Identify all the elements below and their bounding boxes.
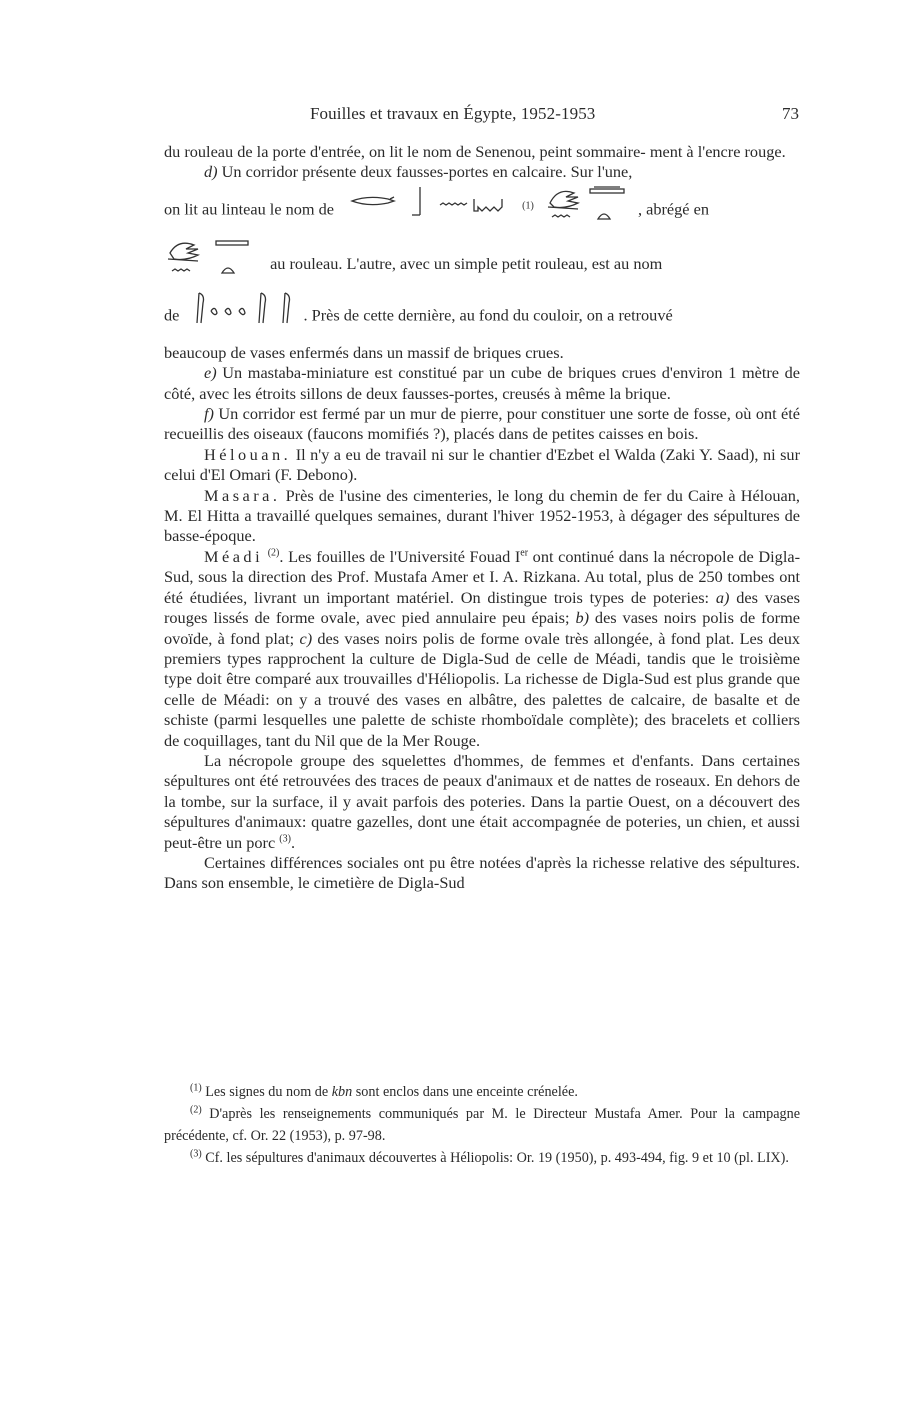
paragraph-line: du rouleau de la porte d'entrée, on lit le nom de Senenou, peint sommaire- <box>164 142 646 161</box>
paragraph-text: beaucoup de vases enfermés dans un massif de briques crues. <box>164 342 564 362</box>
site-name: Masara. <box>204 485 281 505</box>
item-letter: d) <box>204 162 218 182</box>
page-header <box>165 104 801 128</box>
body-text <box>164 142 800 894</box>
footnote-number: (3) <box>190 1148 202 1160</box>
hieroglyph-name-kbn-icon <box>348 183 518 239</box>
line-text: on lit au linteau le nom de <box>164 199 335 219</box>
paragraph-meadi <box>164 547 800 751</box>
paragraph-e <box>164 363 800 404</box>
paragraph-helouan <box>164 445 800 486</box>
footnote-ref: (2) <box>267 547 280 559</box>
footnote-ref: (1) <box>522 200 534 212</box>
footnote-ref: (3) <box>279 833 291 845</box>
site-name: Méadi <box>204 546 264 566</box>
hieroglyph-line-1 <box>164 183 800 225</box>
hieroglyph-second-name-icon <box>189 289 299 345</box>
hieroglyph-line-3 <box>164 289 800 331</box>
line-text: au rouleau. L'autre, avec un simple petit rouleau, est au nom <box>270 253 663 273</box>
line-text: de <box>164 305 180 325</box>
line-text: . Près de cette dernière, au fond du couloir, on a retrouvé <box>303 305 673 325</box>
item-letter: b) <box>575 608 589 628</box>
paragraph-text: Il n'y a eu de travail ni sur le chantier d'Ezbet el Walda (Zaki Y. Saad), ni sur celui d'El Omari (F. Debono). <box>164 444 800 485</box>
item-letter: a) <box>715 587 730 607</box>
page-number: 73 <box>782 104 799 123</box>
paragraph-text: des vases rouges lissés de forme ovale, avec pied annulaire peu épais; <box>164 587 800 628</box>
footnote-text: Les signes du nom de <box>201 1084 332 1100</box>
paragraph-text: Un corridor présente deux fausses-portes en calcaire. Sur l'une, <box>217 162 633 182</box>
hieroglyph-abbreviation-icon <box>544 183 634 239</box>
paragraph-text: ont continué dans la nécropole de Digla-Sud, sous la direction des Prof. Mustafa Amer et I. A. Rizkana. Au total, plus de 250 tombes ont été étudiées, livrant un important matériel. On distingue trois types de poteries: <box>164 546 800 607</box>
item-letter: f) <box>204 404 214 424</box>
hieroglyph-line-2 <box>164 237 800 279</box>
paragraph-text: La nécropole groupe des squelettes d'hommes, de femmes et d'enfants. Dans certaines sépultures ont été retrouvées des traces de peaux d'animaux et de nattes de roseaux. En dehors de la tombe, sur la surface, il y avait parfois des poteries. Dans la partie Ouest, on a découvert des sépultures d'animaux: quatre gazelles, dont une était accompagnée de poteries, un chien, et aussi peut-être un porc <box>164 750 800 852</box>
paragraph-f <box>164 404 800 445</box>
paragraph-text: des vases noirs polis de forme ovale très allongée, à fond plat. Les deux premiers types rapprochent la culture de Digla-Sud de celle de Méadi, tandis que le troisième type doit être comparé aux trouvailles d'Héliopolis. La richesse de Digla-Sud est plus grande que celle de Méadi: on y a trouvé des vases en albâtre, des palettes de calcaire, de basalte et de schiste (parmi lesquelles une palette de schiste rhomboïdale complète); des bracelets et colliers de coquillages, tant du Nil que de la Mer Rouge. <box>164 628 800 750</box>
running-head: Fouilles et travaux en Égypte, 1952-1953 <box>310 104 596 123</box>
footnote-3 <box>164 1147 800 1169</box>
paragraph-text: Certaines différences sociales ont pu être notées d'après la richesse relative des sépultures. Dans son ensemble, le cimetière de Digla-Sud <box>164 852 800 893</box>
paragraph-rouleau <box>164 142 800 162</box>
footnote-number: (2) <box>190 1104 202 1116</box>
paragraph-d <box>164 162 800 182</box>
paragraph-text: . <box>290 832 296 852</box>
footnote-2 <box>164 1103 800 1147</box>
footnote-text: sont enclos dans une enceinte crénelée. <box>352 1084 578 1100</box>
item-letter: c) <box>299 628 313 648</box>
paragraph-text: . Les fouilles de l'Université Fouad I <box>279 546 521 566</box>
paragraph-d-end <box>164 343 800 363</box>
paragraph-text: Un corridor est fermé par un mur de pierre, pour constituer une sorte de fosse, où ont été recueillis des oiseaux (faucons momifiés ?), placés dans de petites caisses en bois. <box>164 404 800 444</box>
footnote-text: D'après les renseignements communiqués par M. le Directeur Mustafa Amer. Pour la campagne précédente, cf. Or. 22 (1953), p. 97-98. <box>164 1106 800 1144</box>
hieroglyph-short-name-icon <box>164 237 254 293</box>
item-letter: e) <box>204 363 217 383</box>
paragraph-necropole <box>164 751 800 853</box>
footnotes <box>164 1081 800 1169</box>
paragraph-masara <box>164 486 800 547</box>
site-name: Hélouan. <box>204 444 292 464</box>
line-text: , abrégé en <box>638 199 709 219</box>
paragraph-text: Près de l'usine des cimenteries, le long du chemin de fer du Caire à Hélouan, M. El Hitta a travaillé quelques semaines, durant l'hiver 1952-1953, à dégager des sépultures de basse-époque. <box>164 485 800 546</box>
paragraph-certaines <box>164 853 800 894</box>
ordinal-suffix: er <box>520 547 529 559</box>
footnote-1 <box>164 1081 800 1103</box>
paragraph-line: ment à l'encre rouge. <box>649 142 786 161</box>
footnote-text: kbn <box>331 1084 353 1100</box>
footnote-number: (1) <box>190 1082 202 1094</box>
footnote-text: Cf. les sépultures d'animaux découvertes à Héliopolis: Or. 19 (1950), p. 493-494, fig. 9 et 10 (pl. LIX). <box>201 1150 789 1166</box>
paragraph-text: des vases noirs polis de forme ovoïde, à fond plat; <box>164 608 800 648</box>
paragraph-text: Un mastaba-miniature est constitué par un cube de briques crues d'environ 1 mètre de côté, avec les étroits sillons de deux fausses-portes, creusés à même la brique. <box>164 363 800 403</box>
